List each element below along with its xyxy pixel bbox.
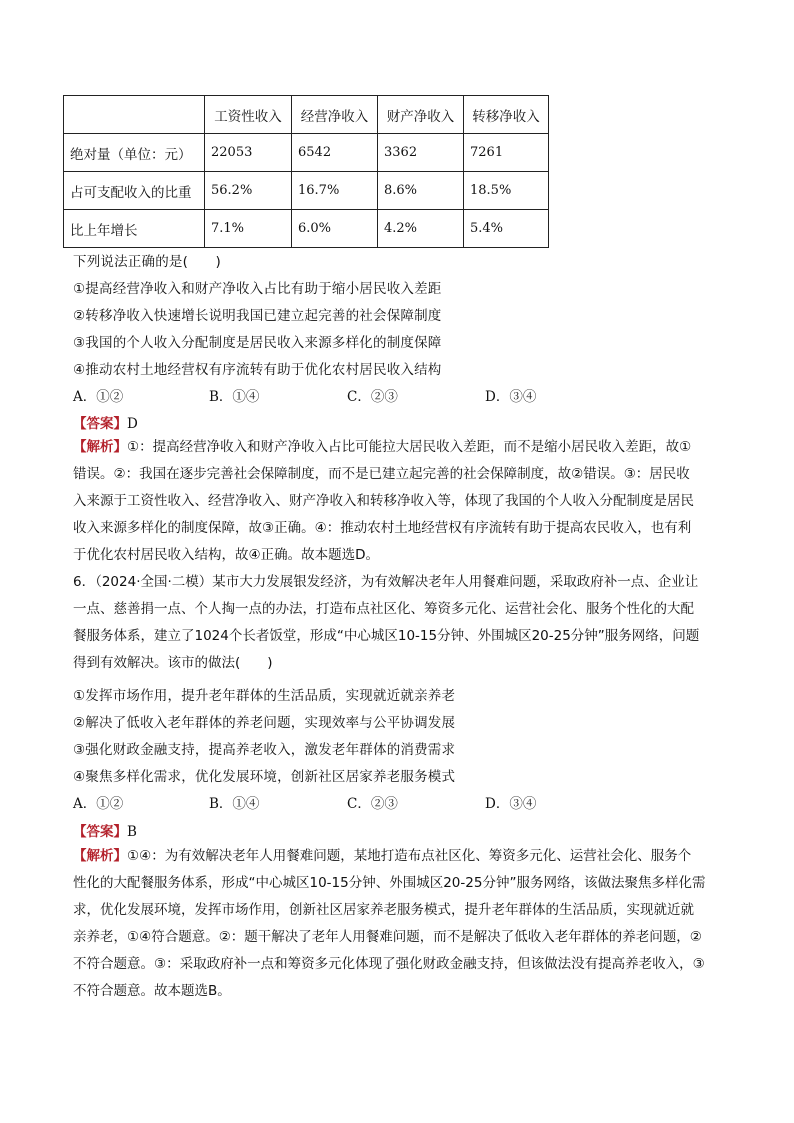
q6-answer (73, 820, 137, 840)
table-header-cell: 财产净收入 (378, 96, 464, 134)
q6-stem-line: 得到有效解决。该市的做法( ) (73, 655, 273, 671)
q5-analysis-line: 收入来源多样化的制度保障，故③正确。④：推动农村土地经营权有序流转有助于提高农民收入，也有利 (73, 520, 692, 536)
q6-item-1: ①发挥市场作用，提升老年群体的生活品质，实现就近就亲养老 (73, 688, 456, 704)
table-row (64, 172, 549, 210)
q6-analysis-line: 不符合题意。故本题选B。 (73, 983, 231, 999)
q6-analysis-line: 不符合题意。③：采取政府补一点和筹资多元化体现了强化财政金融支持，但该做法没有提高养老收入，③ (73, 956, 705, 972)
table-row (64, 134, 549, 172)
table-cell: 22053 (205, 134, 292, 172)
table-cell: 7261 (464, 134, 549, 172)
q6-analysis-line (73, 843, 723, 870)
q6-item-3: ③强化财政金融支持，提高养老收入，激发老年群体的消费需求 (73, 742, 456, 758)
q5-answer-label: 【答案】 (73, 416, 127, 432)
q6-stem-line: 餐服务体系，建立了1024个长者饭堂，形成“中心城区10-15分钟、外围城区20-25分钟”服务网络，问题 (73, 628, 700, 644)
table-cell: 比上年增长 (64, 210, 205, 248)
q5-analysis-label: 【解析】 (73, 439, 127, 455)
table-cell: 4.2% (378, 210, 464, 248)
table-header-cell: 转移净收入 (464, 96, 549, 134)
q5-analysis-line: 入来源于工资性收入、经营净收入、财产净收入和转移净收入等，体现了我国的个人收入分配制度是居民 (73, 493, 694, 509)
table-cell: 占可支配收入的比重 (64, 172, 205, 210)
q5-item-1: ①提高经营净收入和财产净收入占比有助于缩小居民收入差距 (73, 281, 442, 297)
q6-option-a: A．①② (73, 796, 124, 812)
q6-option-c: C．②③ (347, 796, 398, 812)
q6-option-b: B．①④ (209, 796, 260, 812)
table-row (64, 210, 549, 248)
table-header-row (64, 96, 549, 134)
income-table (63, 95, 549, 248)
q5-analysis (73, 434, 723, 569)
q5-option-a: A．①② (73, 389, 124, 405)
q6-item-2: ②解决了低收入老年群体的养老问题，实现效率与公平协调发展 (73, 715, 456, 731)
table-cell: 5.4% (464, 210, 549, 248)
q5-options (73, 385, 723, 405)
q6-stem-line: 一点、慈善捐一点、个人掏一点的办法，打造布点社区化、筹资多元化、运营社会化、服务个性化的大配 (73, 601, 694, 617)
q5-option-d: D．③④ (485, 389, 537, 405)
q6-answer-label: 【答案】 (73, 824, 127, 840)
q5-option-c: C．②③ (347, 389, 398, 405)
q5-item-4: ④推动农村土地经营权有序流转有助于优化农村居民收入结构 (73, 362, 442, 378)
table-cell: 绝对量（单位：元） (64, 134, 205, 172)
table-cell: 6.0% (292, 210, 378, 248)
q5-answer (73, 412, 138, 432)
table-header-cell (64, 96, 205, 134)
q6-analysis-line: 亲养老，①④符合题意。②：题干解决了老年人用餐难问题，而不是解决了低收入老年群体的养老问题，② (73, 929, 702, 945)
q6-analysis-label: 【解析】 (73, 848, 127, 864)
q5-item-3: ③我国的个人收入分配制度是居民收入来源多样化的制度保障 (73, 335, 442, 351)
q5-analysis-line: 于优化农村居民收入结构，故④正确。故本题选D。 (73, 547, 379, 563)
q6-options (73, 792, 723, 812)
table-cell: 18.5% (464, 172, 549, 210)
q6-analysis-line: 性化的大配餐服务体系，形成“中心城区10-15分钟、外围城区20-25分钟”服务网络，该做法聚焦多样化需 (73, 875, 706, 891)
table-header-cell: 经营净收入 (292, 96, 378, 134)
table-cell: 6542 (292, 134, 378, 172)
q6-option-d: D．③④ (485, 796, 537, 812)
q6-analysis-text: ①④：为有效解决老年人用餐难问题，某地打造布点社区化、筹资多元化、运营社会化、服务个 (127, 848, 692, 864)
table-cell: 3362 (378, 134, 464, 172)
q5-item-2: ②转移净收入快速增长说明我国已建立起完善的社会保障制度 (73, 308, 442, 324)
q5-answer-value: D (127, 416, 138, 432)
q5-analysis-line (73, 434, 723, 461)
q5-stem: 下列说法正确的是( ) (73, 254, 221, 270)
q6-analysis-line: 求，优化发展环境，发挥市场作用，创新社区居家养老服务模式，提升老年群体的生活品质，实现就近就 (73, 902, 694, 918)
table-cell: 7.1% (205, 210, 292, 248)
q5-option-b: B．①④ (209, 389, 260, 405)
table-header-cell: 工资性收入 (205, 96, 292, 134)
q5-analysis-text: ①：提高经营净收入和财产净收入占比可能拉大居民收入差距，而不是缩小居民收入差距，故① (127, 439, 692, 455)
q6-analysis (73, 843, 723, 1005)
q6-stem-line: 6．（2024·全国·二模）某市大力发展银发经济，为有效解决老年人用餐难问题，采取政府补一点、企业让 (73, 574, 699, 590)
table-cell: 8.6% (378, 172, 464, 210)
table-cell: 56.2% (205, 172, 292, 210)
q6-answer-value: B (127, 824, 137, 840)
table-cell: 16.7% (292, 172, 378, 210)
q5-analysis-line: 错误。②：我国在逐步完善社会保障制度，而不是已建立起完善的社会保障制度，故②错误。③：居民收 (73, 466, 690, 482)
q6-stem (73, 569, 723, 677)
q6-item-4: ④聚焦多样化需求，优化发展环境，创新社区居家养老服务模式 (73, 769, 456, 785)
